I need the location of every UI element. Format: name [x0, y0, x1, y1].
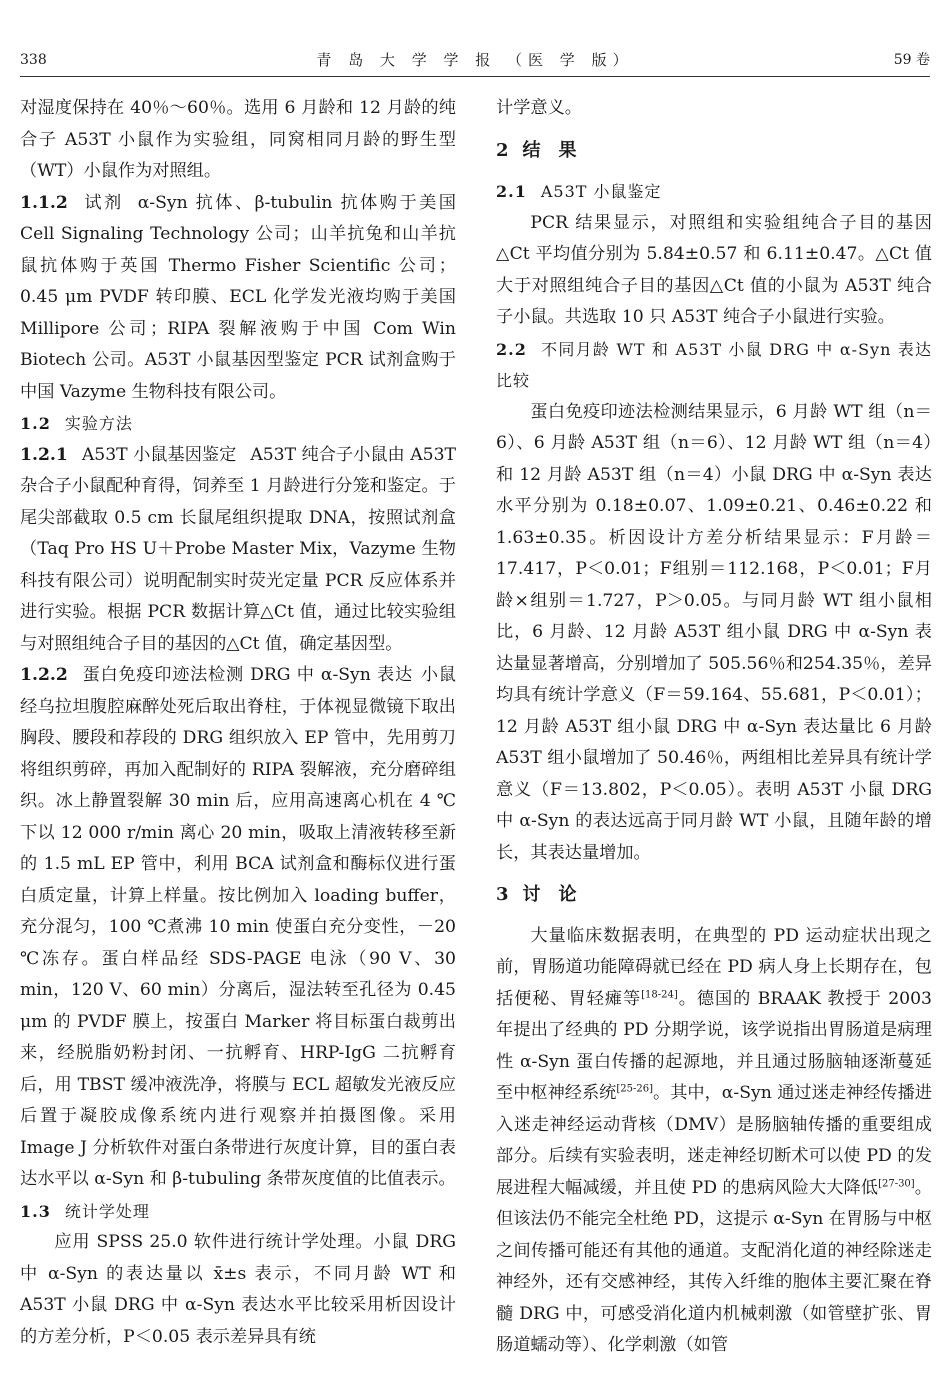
section-heading-2: [496, 135, 932, 167]
page-number: 338: [20, 52, 47, 68]
paragraph: 对湿度保持在 40％～60％。选用 6 月龄和 12 月龄的纯合子 A53T 小鼠作为实验组，同窝相同月龄的野生型（WT）小鼠作为对照组。: [20, 98, 456, 181]
section-number: 3: [496, 884, 509, 905]
section-title: 结 果: [522, 139, 577, 161]
section-number: 1.1.2: [20, 192, 68, 213]
citation: [25-26]: [616, 1083, 654, 1095]
page-header: [20, 48, 930, 72]
section-number: 2.1: [496, 182, 527, 201]
paragraph: 计学意义。: [496, 98, 582, 118]
volume-label: 59 卷: [893, 52, 930, 68]
paragraph: 蛋白免疫印迹法检测结果显示，6 月龄 WT 组（n＝6）、6 月龄 A53T 组（n＝6）、12 月龄 WT 组（n＝4）和 12 月龄 A53T 组（n＝4）小鼠 DRG 中 α-Syn 表达水平分别为 0.18±0.07、1.09±0.21、0.46±0.22 和 1.63±0.35。析因设计方差分析结果显示：F月龄＝17.417，P＜0.01；F组别＝112.168，P＜0.01；F月龄×组别＝1.727，P＞0.05。与同月龄 WT 组小鼠相比，6 月龄、12 月龄 A53T 组小鼠 DRG 中 α-Syn 表达量显著增高，分别增加了 505.56％和254.35％，差异均具有统计学意义（F＝59.164、55.681，P＜0.01）；12 月龄 A53T 组小鼠 DRG 中 α-Syn 表达量比 6 月龄 A53T 组小鼠增加了 50.46％，两组相比差异具有统计学意义（F＝13.802，P＜0.05）。表明 A53T 小鼠 DRG 中 α-Syn 的表达远高于同月龄 WT 小鼠，且随年龄的增长，其表达量增加。: [496, 401, 932, 863]
section-1-1-2: [20, 188, 456, 409]
section-heading-1-2: [20, 408, 456, 440]
left-column: [20, 93, 456, 1353]
section-title: 不同月龄 WT 和 A53T 小鼠 DRG 中 α-Syn 表达比较: [496, 339, 932, 390]
section-number: 1.3: [20, 1201, 51, 1221]
section-heading-2-2: [496, 334, 932, 397]
text-run: 。但该法仍不能完全杜绝 PD，这提示 α-Syn 在胃肠与中枢之间传播可能还有其他的通道。支配消化道的神经除迷走神经外，还有交感神经，其传入纤维的胞体主要汇聚在脊髓 DRG 中，可感受消化道内机械刺激（如管壁扩张、胃肠道蠕动等）、化学刺激（如管: [496, 1177, 932, 1355]
section-title: A53T 小鼠基因鉴定: [81, 444, 237, 465]
section-number: 2.2: [496, 339, 527, 359]
section-number: 1.2: [20, 414, 51, 433]
section-number: 1.2.2: [20, 665, 68, 685]
citation: [27-30]: [878, 1177, 915, 1189]
section-heading-3: [496, 879, 932, 911]
section-heading-1-3: [20, 1196, 456, 1228]
paragraph: 应用 SPSS 25.0 软件进行统计学处理。小鼠 DRG 中 α-Syn 的表达量以 x̄±s 表示，不同月龄 WT 和 A53T 小鼠 DRG 中 α-Syn 表达水平比较采用析因设计的方差分析，P＜0.05 表示差异具有统: [20, 1232, 456, 1347]
section-title: 蛋白免疫印迹法检测 DRG 中 α-Syn 表达: [81, 665, 413, 685]
section-number: 1.2.1: [20, 444, 68, 465]
text-run: 。其中，α-Syn 通过迷走神经传播进入迷走神经运动背核（DMV）是肠脑轴传播的重要组成部分。后续有实验表明，迷走神经切断术可以使 PD 的发展进程大幅减缓，并且使 PD 的患病风险大大降低: [496, 1083, 932, 1198]
section-text: A53T 纯合子小鼠由 A53T 杂合子小鼠配种育得，饲养至 1 月龄进行分笼和鉴定。于尾尖部截取 0.5 cm 长鼠尾组织提取 DNA，按照试剂盒（Taq Pro HS U＋Probe Master Mix，Vazyme 生物科技有限公司）说明配制实时荧光定量 PCR 反应体系并进行实验。根据 PCR 数据计算△Ct 值，通过比较实验组与对照组纯合子目的基因的△Ct 值，确定基因型。: [20, 444, 456, 654]
section-heading-2-1: [496, 176, 932, 208]
section-title: 实验方法: [64, 414, 133, 433]
section-1-2-1: [20, 440, 456, 661]
section-text: α-Syn 抗体、β-tubulin 抗体购于美国 Cell Signaling Technology 公司；山羊抗兔和山羊抗鼠抗体购于英国 Thermo Fisher Scientific 公司；0.45 μm PVDF 转印膜、ECL 化学发光液均购于美国 Millipore 公司；RIPA 裂解液购于中国 Com Win Biotech 公司。A53T 小鼠基因型鉴定 PCR 试剂盒购于中国 Vazyme 生物科技有限公司。: [20, 192, 456, 402]
section-text: 小鼠经乌拉坦腹腔麻醉处死后取出脊柱，于体视显微镜下取出胸段、腰段和荐段的 DRG 组织放入 EP 管中，先用剪刀将组织剪碎，再加入配制好的 RIPA 裂解液，充分磨碎组织。冰上静置裂解 30 min 后，应用高速离心机在 4 ℃下以 12 000 r/min 离心 20 min，吸取上清液转移至新的 1.5 mL EP 管中，利用 BCA 试剂盒和酶标仪进行蛋白质定量，计算上样量。按比例加入 loading buffer，充分混匀，100 ℃煮沸 10 min 使蛋白充分变性，－20 ℃冻存。蛋白样品经 SDS-PAGE 电泳（90 V、30 min，120 V、60 min）分离后，湿法转至孔径为 0.45 μm 的 PVDF 膜上，按蛋白 Marker 将目标蛋白裁剪出来，经脱脂奶粉封闭、一抗孵育、HRP-IgG 二抗孵育后，用 TBST 缓冲液洗净，将膜与 ECL 超敏发光液反应后置于凝胶成像系统内进行观察并拍摄图像。采用 Image J 分析软件对蛋白条带进行灰度计算，目的蛋白表达水平以 α-Syn 和 β-tubuling 条带灰度值的比值表示。: [20, 665, 456, 1189]
discussion-paragraph: [496, 921, 932, 1362]
paragraph: PCR 结果显示，对照组和实验组纯合子目的基因△Ct 平均值分别为 5.84±0.57 和 6.11±0.47。△Ct 值大于对照组纯合子目的基因△Ct 值的小鼠为 A53T 纯合子小鼠。共选取 10 只 A53T 纯合子小鼠进行实验。: [496, 212, 932, 327]
section-title: 统计学处理: [64, 1201, 150, 1221]
section-number: 2: [496, 139, 509, 161]
section-title: 讨 论: [522, 884, 577, 905]
section-title: 试剂: [81, 192, 124, 213]
section-title: A53T 小鼠鉴定: [540, 182, 662, 201]
text-run: 。德国的 BRAAK 教授于 2003 年提出了经典的 PD 分期学说，该学说指出胃肠道是病理性 α-Syn 蛋白传播的起源地，并且通过肠脑轴逐渐蔓延至中枢神经系统: [496, 988, 932, 1103]
citation: [18-24]: [641, 988, 678, 1000]
right-column: [496, 93, 932, 1362]
text-run: 大量临床数据表明，在典型的 PD 运动症状出现之前，胃肠道功能障碍就已经在 PD 病人身上长期存在，包括便秘、胃轻瘫等: [496, 925, 932, 1009]
section-1-2-2: [20, 660, 456, 1196]
header-rule: [20, 76, 930, 77]
journal-title: 青 岛 大 学 学 报 （医 学 版）: [316, 51, 634, 69]
